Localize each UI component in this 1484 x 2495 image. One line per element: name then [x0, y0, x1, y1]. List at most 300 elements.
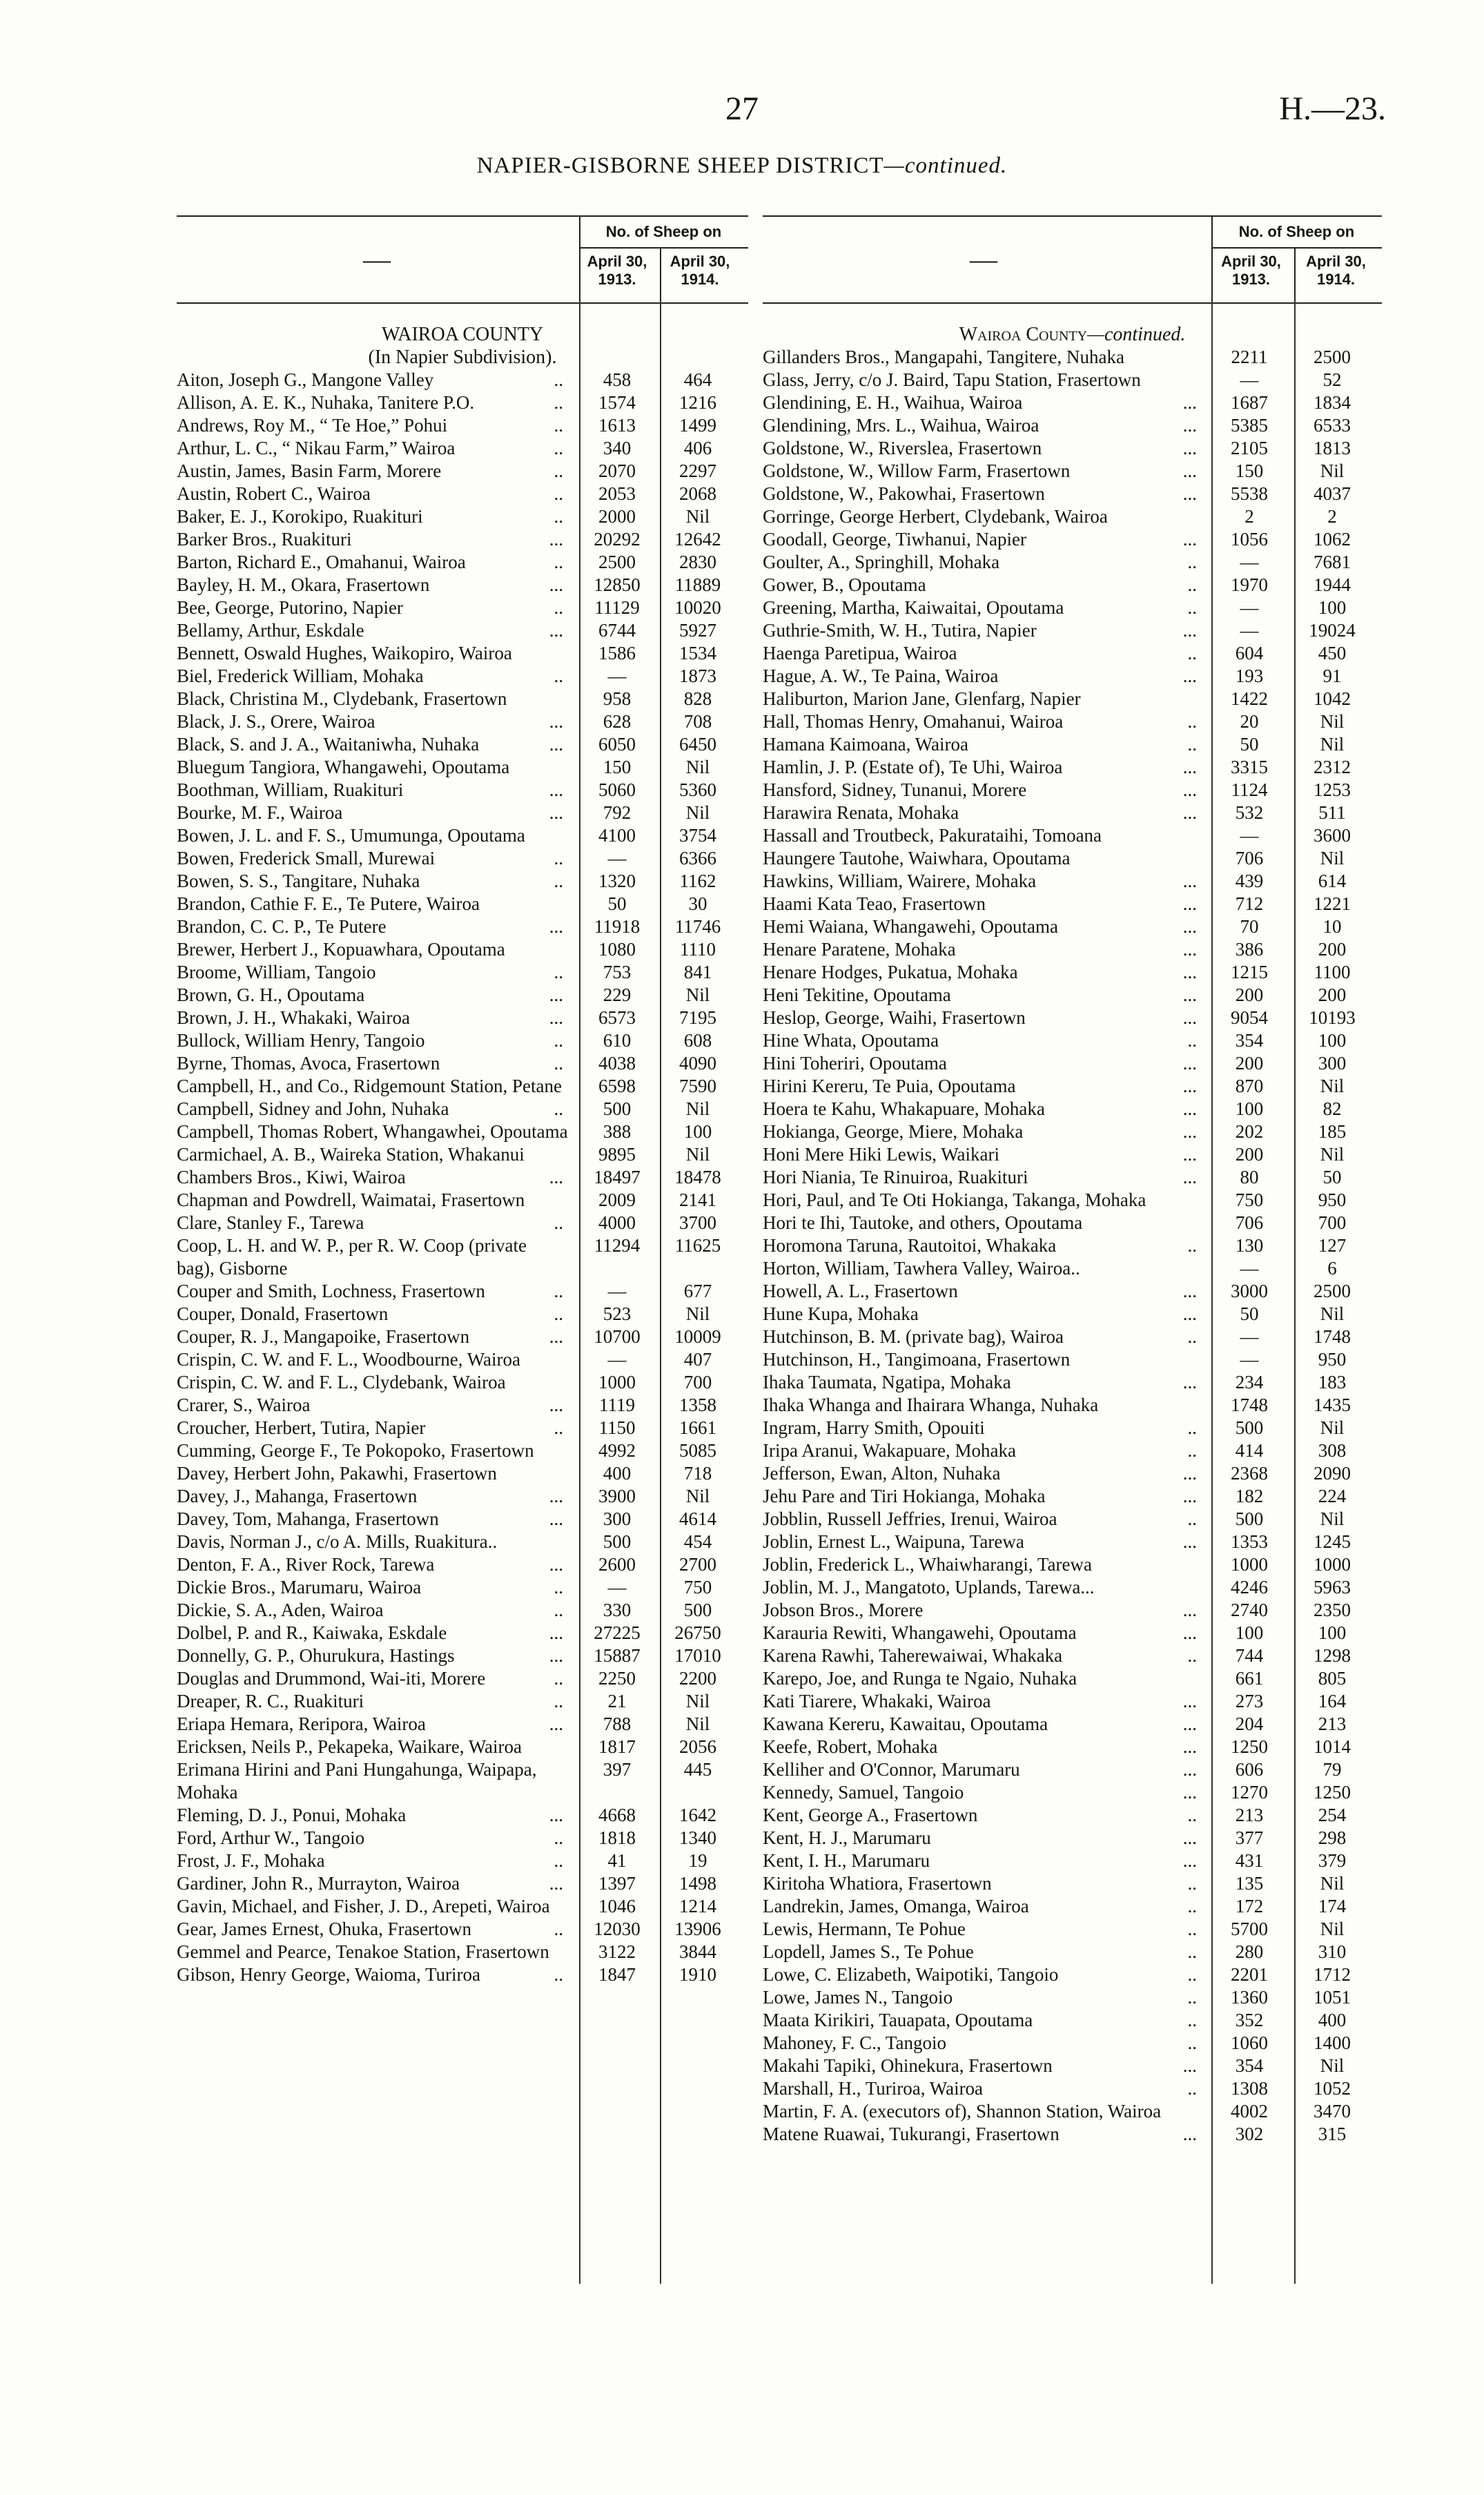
sheep-1914: 12642	[674, 529, 721, 550]
leader-dots: ...	[1182, 1372, 1197, 1392]
owner-name: Hine Whata, Opoutama	[763, 1030, 939, 1051]
sheep-1913: 4246	[1231, 1577, 1268, 1598]
sheep-1913: 750	[1235, 1190, 1264, 1210]
table-row	[763, 824, 1382, 847]
owner-name: Cumming, George F., Te Pokopoko, Frasertown	[177, 1440, 534, 1461]
sheep-1913: 458	[603, 369, 632, 390]
header-sheep-on: No. of Sheep on	[1211, 217, 1382, 249]
table-row	[177, 1872, 748, 1895]
sheep-1913: 4668	[598, 1805, 636, 1825]
sheep-1913: 2500	[598, 552, 636, 572]
sheep-1914: 1062	[1314, 529, 1351, 550]
owner-name: Matene Ruawai, Tukurangi, Frasertown	[763, 2124, 1060, 2144]
owner-name: Campbell, Sidney and John, Nuhaka	[177, 1098, 449, 1119]
sheep-1913: 27225	[594, 1622, 641, 1643]
sheep-1914: Nil	[1320, 1508, 1345, 1529]
leader-dots: ...	[1182, 1531, 1197, 1552]
sheep-1914: 3470	[1314, 2101, 1351, 2122]
table-row	[763, 505, 1382, 528]
sheep-1914: Nil	[685, 1691, 710, 1711]
sheep-1914: 1298	[1314, 1645, 1351, 1666]
sheep-1914: 4037	[1314, 483, 1351, 504]
table-row	[763, 1371, 1382, 1394]
leader-dots: ..	[554, 1030, 563, 1051]
sheep-1913: 193	[1235, 666, 1264, 686]
table-row	[763, 1576, 1382, 1599]
table-row	[763, 2032, 1382, 2055]
table-row	[177, 915, 748, 938]
sheep-1913: 150	[1235, 460, 1264, 481]
left-table-header	[177, 215, 748, 304]
owner-name: Henare Paratene, Mohaka	[763, 939, 956, 960]
sheep-1913: 500	[1235, 1508, 1264, 1529]
leader-dots: ...	[1182, 2055, 1197, 2076]
owner-name: Gear, James Ernest, Ohuka, Frasertown	[177, 1919, 472, 1939]
sheep-1914: 91	[1322, 666, 1342, 686]
leader-dots: ...	[1182, 1486, 1197, 1506]
leader-dots: ...	[1182, 984, 1197, 1005]
sheep-1913: 41	[607, 1850, 627, 1871]
owner-name: Harawira Renata, Mohaka	[763, 802, 959, 823]
sheep-1913: 15887	[594, 1645, 641, 1666]
sheep-1913: —	[607, 848, 627, 868]
leader-dots: ...	[1182, 916, 1197, 937]
sheep-1913: 388	[603, 1121, 632, 1142]
leader-dots: ..	[1187, 1896, 1197, 1916]
sheep-1914: 2500	[1314, 347, 1351, 367]
owner-name: Joblin, Frederick L., Whaiwharangi, Tarewa	[763, 1554, 1092, 1575]
table-row	[177, 551, 748, 574]
sheep-1914: 30	[688, 893, 707, 914]
leader-dots: ..	[1187, 1508, 1197, 1529]
owner-name: Kawana Kereru, Kawaitau, Opoutama	[763, 1714, 1048, 1734]
sheep-1914: 183	[1318, 1372, 1347, 1392]
leader-dots: ...	[1182, 939, 1197, 960]
owner-name: Glass, Jerry, c/o J. Baird, Tapu Station, Frasertown	[763, 369, 1141, 390]
owner-name: Lopdell, James S., Te Pohue	[763, 1941, 974, 1962]
leader-dots: ...	[1182, 893, 1197, 914]
sheep-1914: 1748	[1314, 1326, 1351, 1347]
sheep-1913: 500	[1235, 1417, 1264, 1438]
sheep-1914: 407	[683, 1349, 712, 1370]
leader-dots: ..	[554, 1417, 563, 1438]
owner-name: Kent, I. H., Marumaru	[763, 1850, 930, 1871]
leader-dots: ..	[554, 369, 563, 390]
sheep-1914: 1910	[679, 1964, 716, 1985]
sheep-1914: 608	[683, 1030, 712, 1051]
sheep-1914: 1435	[1314, 1395, 1351, 1415]
table-row	[177, 1895, 748, 1918]
table-row	[763, 1553, 1382, 1576]
leader-dots: ..	[554, 552, 563, 572]
owner-name: Couper and Smith, Lochness, Frasertown	[177, 1281, 485, 1301]
sheep-1914: 19024	[1309, 620, 1356, 641]
owner-name: Boothman, William, Ruakituri	[177, 779, 404, 800]
owner-name: Joblin, Ernest L., Waipuna, Tarewa	[763, 1531, 1024, 1552]
sheep-1913: 870	[1235, 1076, 1264, 1096]
leader-dots: ...	[1182, 666, 1197, 686]
table-row	[763, 1804, 1382, 1827]
table-row	[177, 1371, 748, 1394]
leader-dots: ...	[1182, 1121, 1197, 1142]
sheep-1913: 1970	[1231, 574, 1268, 595]
sheep-1913: 706	[1235, 848, 1264, 868]
sheep-1914: 10193	[1309, 1007, 1356, 1028]
sheep-1914: Nil	[685, 757, 710, 777]
sheep-1914: 100	[683, 1121, 712, 1142]
sheep-1914: 300	[1318, 1053, 1347, 1074]
leader-dots: ...	[1182, 1144, 1197, 1165]
title-main: NAPIER-GISBORNE SHEEP DISTRICT	[476, 153, 884, 178]
table-row	[177, 1075, 748, 1098]
table-row	[177, 870, 748, 893]
owner-name: Dreaper, R. C., Ruakituri	[177, 1691, 364, 1711]
sheep-1913: 1124	[1231, 779, 1268, 800]
sheep-1913: 18497	[594, 1167, 641, 1187]
sheep-1913: 4992	[598, 1440, 636, 1461]
sheep-1913: 100	[1235, 1098, 1264, 1119]
owner-name: Hutchinson, H., Tangimoana, Frasertown	[763, 1349, 1071, 1370]
title-continued: —continued.	[883, 153, 1008, 178]
section-heading-text: Wairoa County	[959, 324, 1088, 345]
sheep-1914: 454	[683, 1531, 712, 1552]
sheep-1914: 1712	[1314, 1964, 1351, 1985]
sheep-1913: 352	[1235, 2010, 1264, 2030]
leader-dots: ..	[1187, 734, 1197, 755]
leader-dots: ...	[549, 734, 563, 755]
sheep-1913: 744	[1235, 1645, 1264, 1666]
sheep-1913: 2740	[1231, 1600, 1268, 1620]
sheep-1914: 6533	[1314, 415, 1351, 436]
leader-dots: ...	[1182, 392, 1197, 413]
sheep-1913: 1320	[598, 871, 636, 891]
sheep-1913: 706	[1235, 1212, 1264, 1233]
leader-dots: ..	[1187, 1326, 1197, 1347]
sheep-1913: 500	[603, 1098, 632, 1119]
sheep-1913: —	[1240, 1349, 1259, 1370]
sheep-1914: 3600	[1314, 825, 1351, 846]
sheep-1913: 1586	[598, 643, 636, 663]
table-row	[177, 1667, 748, 1690]
sheep-1913: 11294	[594, 1235, 641, 1256]
sheep-1914: Nil	[685, 802, 710, 823]
owner-name: Bayley, H. M., Okara, Frasertown	[177, 574, 430, 595]
leader-dots: ...	[1182, 2124, 1197, 2144]
owner-name: Ihaka Taumata, Ngatipa, Mohaka	[763, 1372, 1011, 1392]
owner-name: Campbell, Thomas Robert, Whangawhei, Opoutama	[177, 1121, 568, 1142]
owner-name: Haungere Tautohe, Waiwhara, Opoutama	[763, 848, 1071, 868]
sheep-1914: 445	[683, 1759, 712, 1780]
table-row	[763, 1622, 1382, 1644]
sheep-1913: 5060	[598, 779, 636, 800]
sheep-1913: —	[1240, 552, 1259, 572]
sheep-1913: 6573	[598, 1007, 636, 1028]
sheep-1913: 172	[1235, 1896, 1264, 1916]
leader-dots: ...	[1182, 757, 1197, 777]
owner-name: Hall, Thomas Henry, Omahanui, Wairoa	[763, 711, 1064, 732]
table-row	[177, 1166, 748, 1189]
table-row	[763, 1736, 1382, 1758]
table-row	[177, 847, 748, 870]
leader-dots: ...	[549, 620, 563, 641]
owner-name: Horton, William, Tawhera Valley, Wairoa..	[763, 1258, 1080, 1279]
owner-name: Hini Toheriri, Opoutama	[763, 1053, 947, 1074]
sheep-1914: 1873	[679, 666, 716, 686]
sheep-1914: 315	[1318, 2124, 1347, 2144]
owner-name: Jefferson, Ewan, Alton, Nuhaka	[763, 1463, 1001, 1484]
leader-dots: ..	[1187, 1030, 1197, 1051]
leader-dots: ...	[1182, 1600, 1197, 1620]
table-row	[177, 1439, 748, 1462]
owner-name: Allison, A. E. K., Nuhaka, Tanitere P.O.	[177, 392, 475, 413]
sheep-1913: 712	[1235, 893, 1264, 914]
table-row	[177, 1485, 748, 1508]
sheep-1914: 718	[683, 1463, 712, 1484]
table-row	[763, 1827, 1382, 1850]
table-row	[177, 574, 748, 596]
sheep-1914: 841	[683, 962, 712, 982]
sheep-1914: 1221	[1314, 893, 1351, 914]
owner-name: Davis, Norman J., c/o A. Mills, Ruakitura..	[177, 1531, 498, 1552]
table-row	[763, 596, 1382, 619]
leader-dots: ..	[554, 506, 563, 527]
sheep-1913: 273	[1235, 1691, 1264, 1711]
sheep-1914: 52	[1322, 369, 1342, 390]
sheep-1914: 1661	[679, 1417, 716, 1438]
sheep-1914: 1051	[1314, 1987, 1351, 2008]
sheep-1914: 1000	[1314, 1554, 1351, 1575]
owner-name: Honi Mere Hiki Lewis, Waikari	[763, 1144, 999, 1165]
sheep-1913: 753	[603, 962, 632, 982]
owner-name: Goldstone, W., Riverslea, Frasertown	[763, 438, 1042, 458]
table-row	[177, 596, 748, 619]
sheep-1914: Nil	[1320, 711, 1345, 732]
header-blank: —	[970, 244, 997, 275]
leader-dots: ...	[549, 802, 563, 823]
table-row	[177, 733, 748, 756]
table-row	[177, 437, 748, 460]
sheep-1914: Nil	[1320, 1417, 1345, 1438]
owner-name: Bee, George, Putorino, Napier	[177, 597, 403, 618]
owner-name: Howell, A. L., Frasertown	[763, 1281, 958, 1301]
table-row	[763, 2009, 1382, 2032]
sheep-1913: 229	[603, 984, 632, 1005]
leader-dots: ..	[554, 1053, 563, 1074]
table-row	[763, 528, 1382, 551]
table-row	[763, 1280, 1382, 1303]
table-row	[763, 665, 1382, 688]
sheep-1913: 6744	[598, 620, 636, 641]
sheep-1914: 11889	[674, 574, 721, 595]
sheep-1913: 1353	[1231, 1531, 1268, 1552]
leader-dots: ..	[1187, 1873, 1197, 1894]
leader-dots: ...	[1182, 529, 1197, 550]
owner-name: Biel, Frederick William, Mohaka	[177, 666, 424, 686]
sheep-1914: 406	[683, 438, 712, 458]
leader-dots: ..	[1187, 1941, 1197, 1962]
sheep-1914: 5085	[679, 1440, 716, 1461]
sheep-1913: 523	[603, 1303, 632, 1324]
table-row	[763, 551, 1382, 574]
leader-dots: ..	[554, 1668, 563, 1689]
right-table-body	[763, 323, 1382, 2146]
sheep-1913: 1270	[1231, 1782, 1268, 1803]
leader-dots: ..	[1187, 711, 1197, 732]
sheep-1914: 828	[683, 688, 712, 709]
leader-dots: ...	[549, 1007, 563, 1028]
sheep-1913: 300	[603, 1508, 632, 1529]
table-row	[177, 1508, 748, 1531]
table-row	[763, 1462, 1382, 1485]
table-row	[177, 619, 748, 642]
table-row	[177, 1029, 748, 1052]
table-row	[177, 984, 748, 1007]
leader-dots: ..	[554, 438, 563, 458]
sheep-1913: 9054	[1231, 1007, 1268, 1028]
sheep-1913: 5538	[1231, 483, 1268, 504]
table-row	[763, 1234, 1382, 1257]
owner-name: Makahi Tapiki, Ohinekura, Frasertown	[763, 2055, 1053, 2076]
table-row	[763, 1439, 1382, 1462]
owner-name: Bowen, J. L. and F. S., Umumunga, Opoutama	[177, 825, 525, 846]
sheep-1914: 200	[1318, 984, 1347, 1005]
owner-name: Mahoney, F. C., Tangoio	[763, 2032, 946, 2053]
sheep-1914: 750	[683, 1577, 712, 1598]
sheep-1913: 788	[603, 1714, 632, 1734]
table-row	[763, 847, 1382, 870]
sheep-1913: 4000	[598, 1212, 636, 1233]
leader-dots: ..	[1187, 1645, 1197, 1666]
sheep-1913: 1308	[1231, 2078, 1268, 2099]
sheep-1914: 100	[1318, 1622, 1347, 1643]
table-row	[763, 1052, 1382, 1075]
header-blank: —	[363, 244, 391, 275]
table-row	[177, 391, 748, 414]
table-row	[763, 1212, 1382, 1234]
leader-dots: ..	[554, 597, 563, 618]
sheep-1914: 2500	[1314, 1281, 1351, 1301]
leader-dots: ..	[554, 483, 563, 504]
leader-dots: ...	[1182, 1827, 1197, 1848]
table-row	[177, 1644, 748, 1667]
sheep-1913: 135	[1235, 1873, 1264, 1894]
table-row	[177, 1098, 748, 1120]
header-col-1914: April 30, 1914.	[670, 253, 730, 288]
sheep-1913: 4038	[598, 1053, 636, 1074]
table-row	[763, 437, 1382, 460]
leader-dots: ...	[1182, 1691, 1197, 1711]
owner-name: Lowe, James N., Tangoio	[763, 1987, 953, 2008]
sheep-1914: Nil	[685, 1098, 710, 1119]
table-row	[177, 1553, 748, 1576]
owner-name: Hamlin, J. P. (Estate of), Te Uhi, Wairoa	[763, 757, 1063, 777]
sheep-1913: —	[1240, 369, 1259, 390]
sheep-1913: 1056	[1231, 529, 1268, 550]
sheep-1913: 2368	[1231, 1463, 1268, 1484]
leader-dots: ...	[1182, 1007, 1197, 1028]
sheep-1914: 1400	[1314, 2032, 1351, 2053]
leader-dots: ...	[1182, 460, 1197, 481]
owner-name: Frost, J. F., Mohaka	[177, 1850, 325, 1871]
owner-name: Heni Tekitine, Opoutama	[763, 984, 951, 1005]
leader-dots: ...	[549, 1622, 563, 1643]
leader-dots: ...	[1182, 1759, 1197, 1780]
table-row	[763, 414, 1382, 437]
owner-name: Croucher, Herbert, Tutira, Napier	[177, 1417, 426, 1438]
table-row	[763, 1644, 1382, 1667]
table-row	[763, 1348, 1382, 1371]
sheep-1914: 950	[1318, 1190, 1347, 1210]
table-row	[763, 893, 1382, 915]
owner-name: Crispin, C. W. and F. L., Clydebank, Wairoa	[177, 1372, 506, 1392]
table-row	[763, 460, 1382, 483]
sheep-1913: 1687	[1231, 392, 1268, 413]
leader-dots: ..	[1187, 1235, 1197, 1256]
table-row	[763, 1007, 1382, 1029]
sheep-1913: 628	[603, 711, 632, 732]
table-row	[177, 1462, 748, 1485]
leader-dots: ..	[554, 1281, 563, 1301]
table-row	[763, 1120, 1382, 1143]
table-row	[763, 1189, 1382, 1212]
owner-name: Eriapa Hemara, Reripora, Wairoa	[177, 1714, 426, 1734]
table-row	[177, 483, 748, 505]
sheep-1914: 2090	[1314, 1463, 1351, 1484]
table-row	[763, 756, 1382, 779]
table-row	[763, 1485, 1382, 1508]
owner-name: Ingram, Harry Smith, Opouiti	[763, 1417, 985, 1438]
sheep-1914: 1100	[1314, 962, 1351, 982]
sheep-1913: 1046	[598, 1896, 636, 1916]
sheep-1914: 1834	[1314, 392, 1351, 413]
sheep-1913: 5700	[1231, 1919, 1268, 1939]
leader-dots: ..	[554, 1964, 563, 1985]
sheep-1914: 700	[683, 1372, 712, 1392]
table-row	[177, 1622, 748, 1644]
leader-dots: ...	[1182, 1076, 1197, 1096]
sheep-1913: 661	[1235, 1668, 1264, 1689]
sheep-1914: 174	[1318, 1896, 1347, 1916]
sheep-1914: 1499	[679, 415, 716, 436]
leader-dots: ..	[1187, 1440, 1197, 1461]
leader-dots: ..	[554, 1577, 563, 1598]
table-row	[177, 460, 748, 483]
sheep-1913: —	[1240, 1258, 1259, 1279]
sheep-1913: —	[1240, 620, 1259, 641]
sheep-1913: 150	[603, 757, 632, 777]
owner-name: Davey, J., Mahanga, Frasertown	[177, 1486, 418, 1506]
sheep-1913: 400	[603, 1463, 632, 1484]
table-row	[763, 2100, 1382, 2123]
owner-name: Black, J. S., Orere, Wairoa	[177, 711, 375, 732]
leader-dots: ..	[554, 1850, 563, 1871]
leader-dots: ...	[549, 1873, 563, 1894]
sheep-1914: 7590	[679, 1076, 716, 1096]
sheep-1914: 700	[1318, 1212, 1347, 1233]
sheep-1914: 464	[683, 369, 712, 390]
sheep-1914: 400	[1318, 2010, 1347, 2030]
owner-name: Douglas and Drummond, Wai-iti, Morere	[177, 1668, 486, 1689]
sheep-1913: 340	[603, 438, 632, 458]
table-row	[763, 870, 1382, 893]
leader-dots: ..	[554, 1919, 563, 1939]
sheep-1913: —	[607, 1349, 627, 1370]
sheep-1914: 185	[1318, 1121, 1347, 1142]
owner-name: Ihaka Whanga and Ihairara Whanga, Nuhaka	[763, 1395, 1099, 1415]
table-row	[763, 1326, 1382, 1348]
sheep-1914: Nil	[1320, 460, 1345, 481]
leader-dots: ...	[1182, 1303, 1197, 1324]
